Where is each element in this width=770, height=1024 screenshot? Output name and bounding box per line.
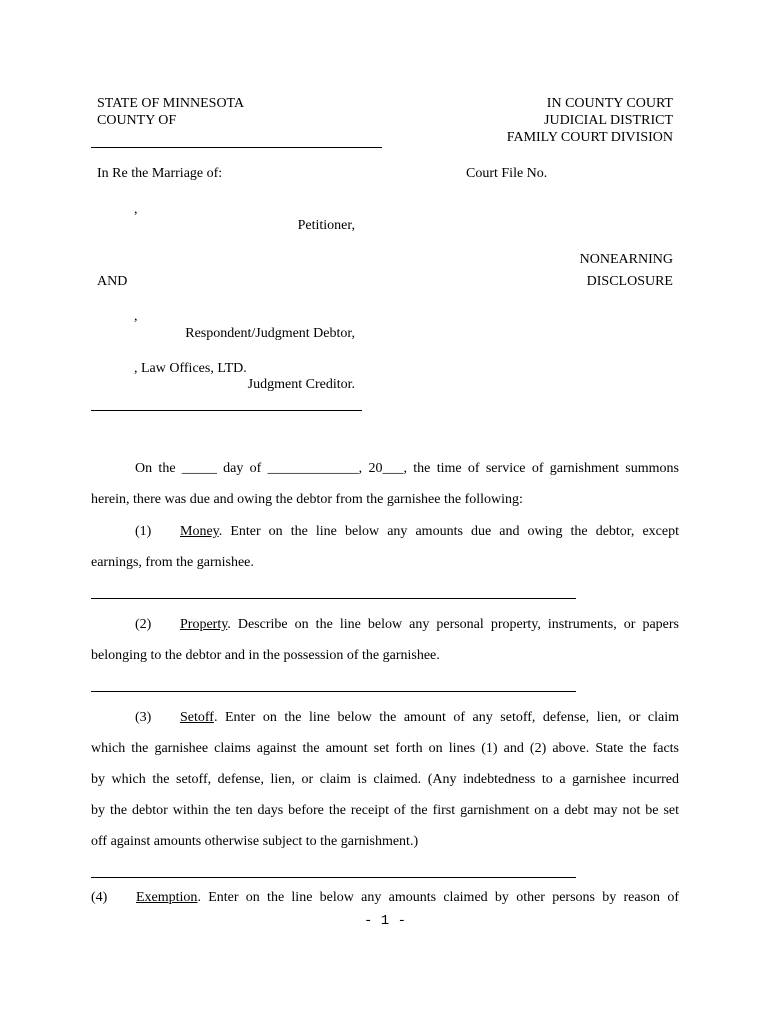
item-number: (3) xyxy=(135,710,152,725)
in-re-label: In Re the Marriage of: xyxy=(97,166,223,181)
county-underline xyxy=(91,147,382,148)
and-label: AND xyxy=(97,274,128,289)
court-label: IN COUNTY COURT xyxy=(546,96,673,111)
caption-underline xyxy=(91,410,362,411)
item-line: belonging to the debtor and in the possession of the garnishee. xyxy=(91,648,440,663)
state-label: STATE OF MINNESOTA xyxy=(97,96,245,111)
division-label: FAMILY COURT DIVISION xyxy=(506,130,673,145)
district-label: JUDICIAL DISTRICT xyxy=(544,113,673,128)
item-exemption: (4) Exemption. Enter on the line below any amounts claimed by other persons by reason of xyxy=(91,890,679,905)
setoff-answer-line xyxy=(91,877,576,878)
item-number: (2) xyxy=(135,617,152,632)
item-line: by which the setoff, defense, lien, or claim is claimed. (Any indebtedness to a garnishee incurred xyxy=(91,772,679,787)
judgment-creditor-label: Judgment Creditor. xyxy=(247,377,355,392)
item-setoff: (3) Setoff. Enter on the line below the amount of any setoff, defense, lien, or claim which the garnishee claims against the amount set forth on lines (1) and (2) above. State the facts by which the setoff, defense, lien, or claim is claimed. (Any indebtedness to a garnishee incurred by the debtor within the ten days before the receipt of the first garnishment on a debt may not be set off against amounts otherwise subject to the garnishment.) xyxy=(91,702,679,857)
court-file-label: Court File No. xyxy=(466,166,548,181)
money-answer-line xyxy=(91,598,576,599)
item-line: which the garnishee claims against the amount set forth on lines (1) and (2) above. State the facts xyxy=(91,741,679,756)
page-number: - 1 - xyxy=(363,913,406,929)
intro-line-2: herein, there was due and owing the debtor from the garnishee the following: xyxy=(91,492,523,507)
item-heading: Exemption xyxy=(136,890,198,905)
item-number: (1) xyxy=(135,524,152,539)
item-line: by the debtor within the ten days before the receipt of the first garnishment on a debt may not be set xyxy=(91,803,679,818)
respondent-label: Respondent/Judgment Debtor, xyxy=(185,326,355,341)
item-property: (2) Property. Describe on the line below any personal property, instruments, or papers belonging to the debtor and in the possession of the garnishee. xyxy=(91,609,679,671)
petitioner-name-blank: , xyxy=(134,202,138,217)
intro-line-1: On the _____ day of _____________, 20___, the time of service of garnishment summons xyxy=(135,461,679,476)
petitioner-label: Petitioner, xyxy=(297,218,355,233)
county-label: COUNTY OF xyxy=(97,113,177,128)
item-number: (4) xyxy=(91,890,108,905)
item-line: earnings, from the garnishee. xyxy=(91,555,254,570)
document-title-line1: NONEARNING xyxy=(579,252,673,267)
respondent-name-blank: , xyxy=(134,309,138,324)
item-heading: Property xyxy=(180,617,228,632)
item-heading: Money xyxy=(180,524,219,539)
law-offices-label: , Law Offices, LTD. xyxy=(134,361,247,376)
item-money: (1) Money. Enter on the line below any amounts due and owing the debtor, except earnings, from the garnishee. xyxy=(91,516,679,578)
item-line: off against amounts otherwise subject to the garnishment.) xyxy=(91,834,419,849)
property-answer-line xyxy=(91,691,576,692)
document-title-line2: DISCLOSURE xyxy=(586,274,673,289)
item-heading: Setoff xyxy=(180,710,214,725)
intro-paragraph xyxy=(91,453,679,515)
